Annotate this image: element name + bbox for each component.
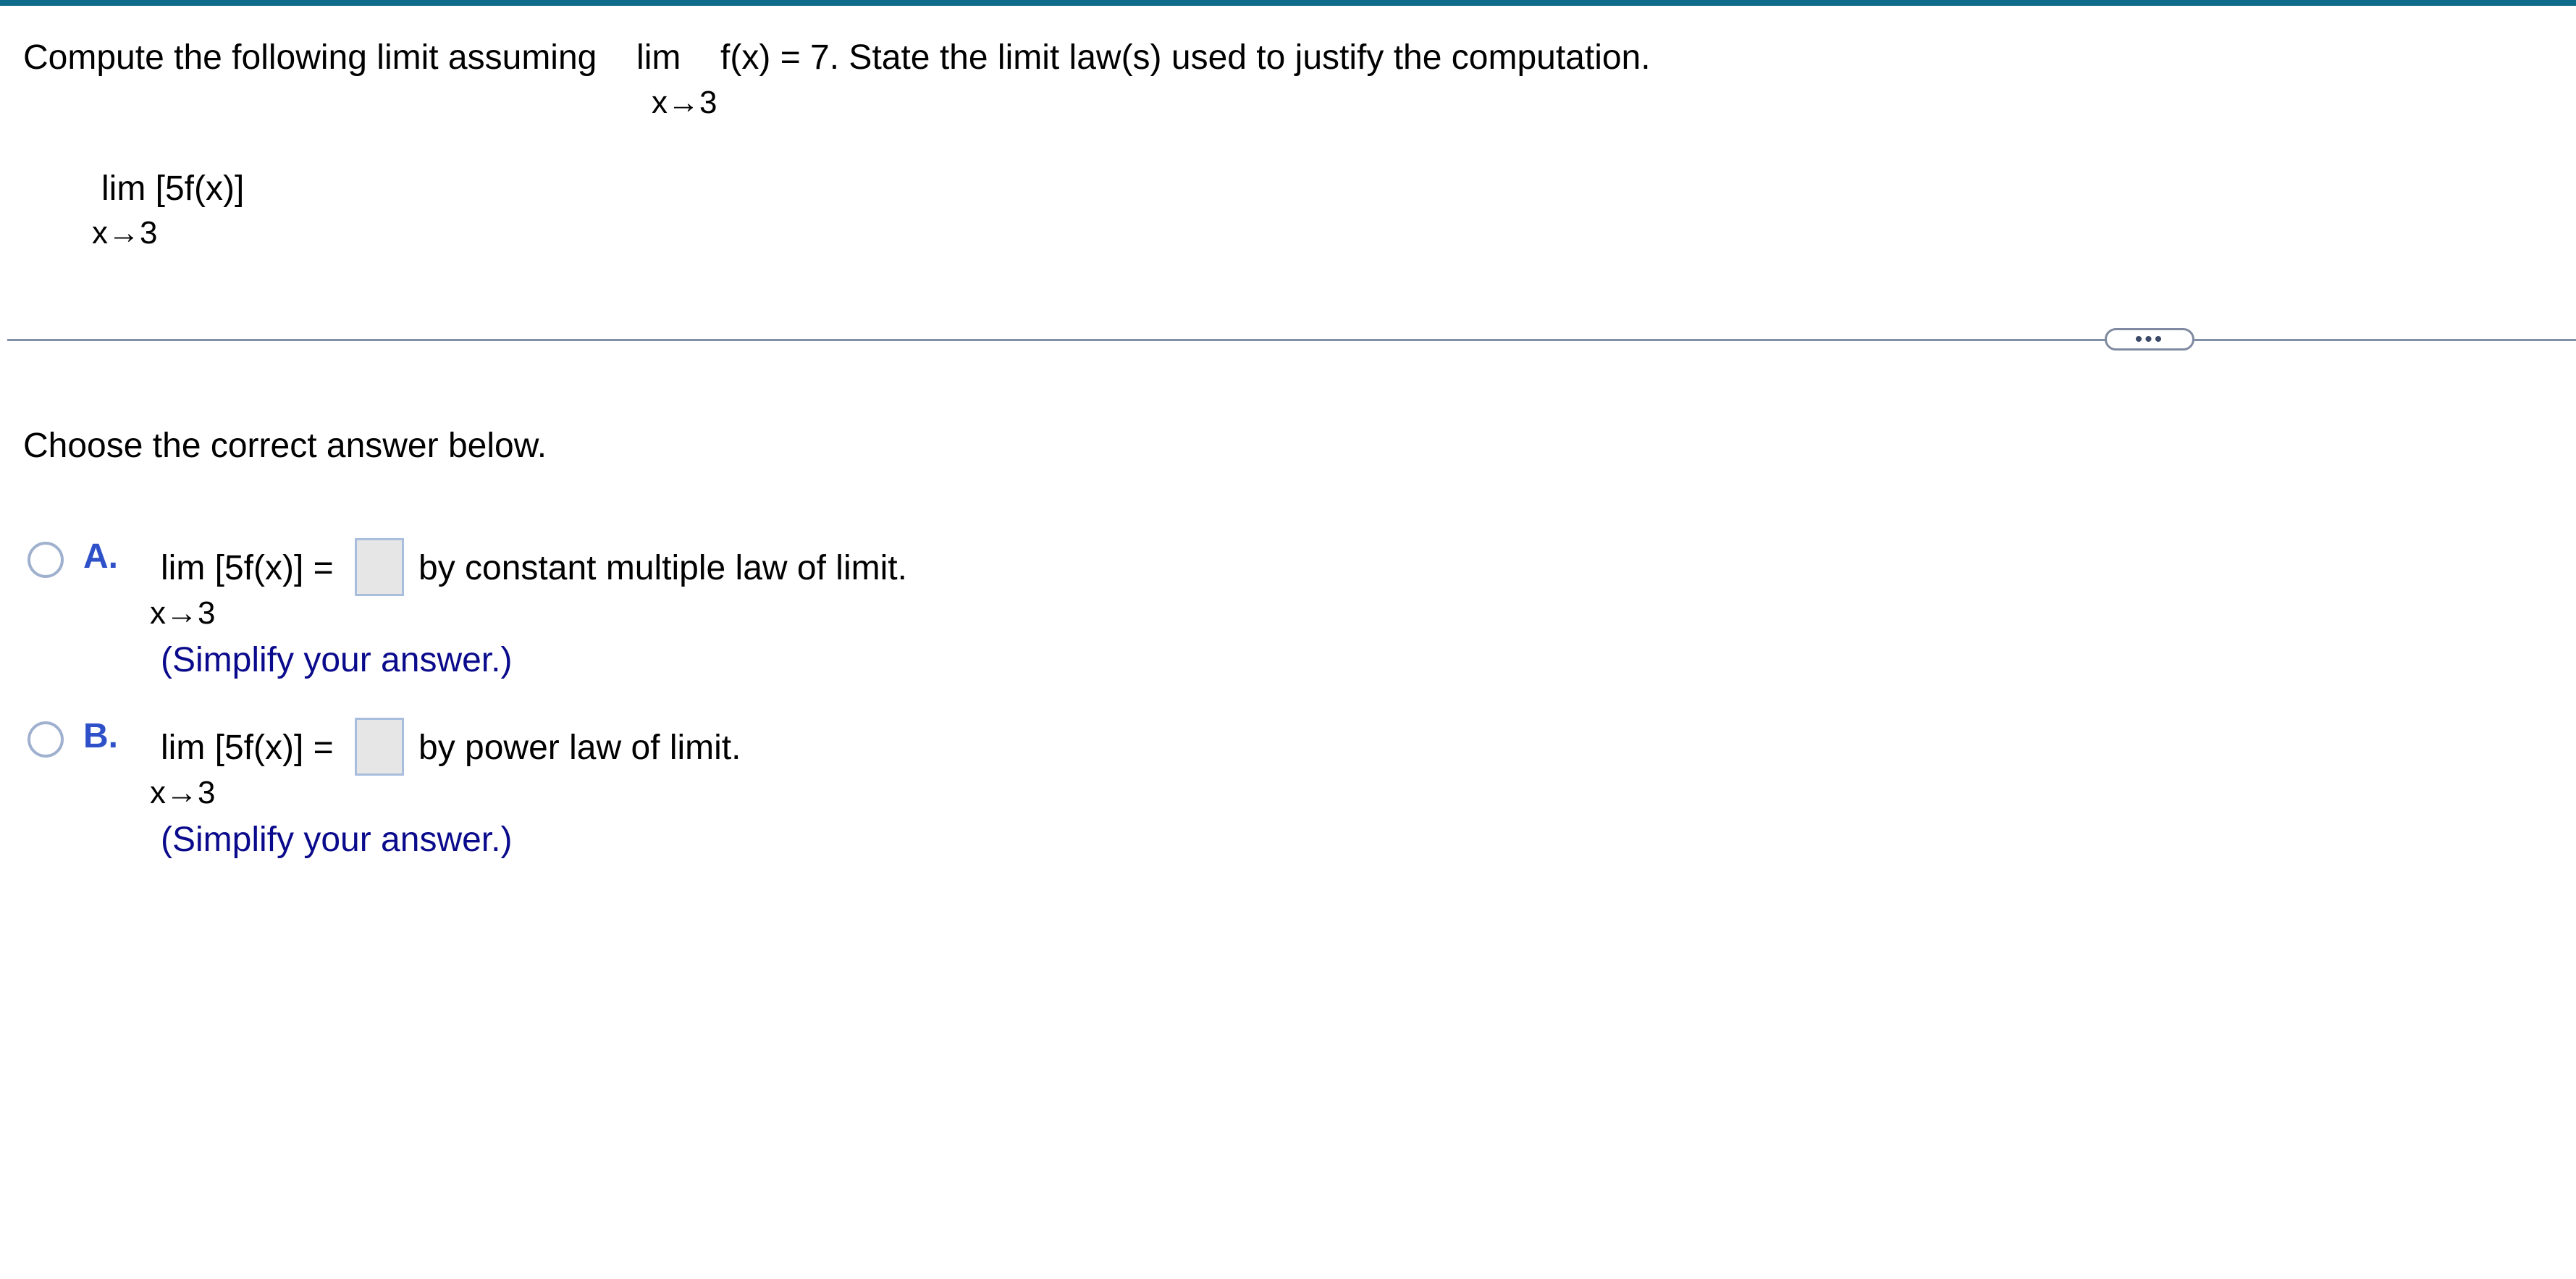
expression-subscript: x→3	[92, 215, 158, 251]
option-b-law-text: by power law of limit.	[418, 729, 741, 767]
question-text	[23, 38, 1651, 78]
option-a-answer-input[interactable]	[355, 538, 404, 596]
option-b-letter[interactable]: B.	[83, 717, 118, 755]
option-a-law-text: by constant multiple law of limit.	[418, 549, 907, 587]
option-a-subscript: x→3	[150, 595, 216, 631]
more-options-button[interactable]: •••	[2105, 328, 2194, 351]
answer-prompt: Choose the correct answer below.	[23, 427, 547, 465]
option-b-lhs: lim [5f(x)] =	[161, 729, 334, 767]
question-lim: lim	[636, 38, 681, 77]
option-a-radio[interactable]	[28, 542, 64, 578]
option-a-letter[interactable]: A.	[83, 537, 118, 576]
top-accent-bar	[0, 0, 2576, 6]
question-lim-subscript: x→3	[652, 85, 717, 120]
option-a-hint: (Simplify your answer.)	[161, 641, 513, 679]
question-text-after: f(x) = 7. State the limit law(s) used to justify the computation.	[720, 38, 1651, 77]
expression-lim: lim [5f(x)]	[101, 169, 245, 208]
option-a-lhs: lim [5f(x)] =	[161, 549, 334, 587]
option-b-hint: (Simplify your answer.)	[161, 821, 513, 859]
option-b-radio[interactable]	[28, 721, 64, 758]
question-text-before: Compute the following limit assuming	[23, 38, 597, 77]
option-b-answer-input[interactable]	[355, 718, 404, 776]
option-b-subscript: x→3	[150, 775, 216, 810]
